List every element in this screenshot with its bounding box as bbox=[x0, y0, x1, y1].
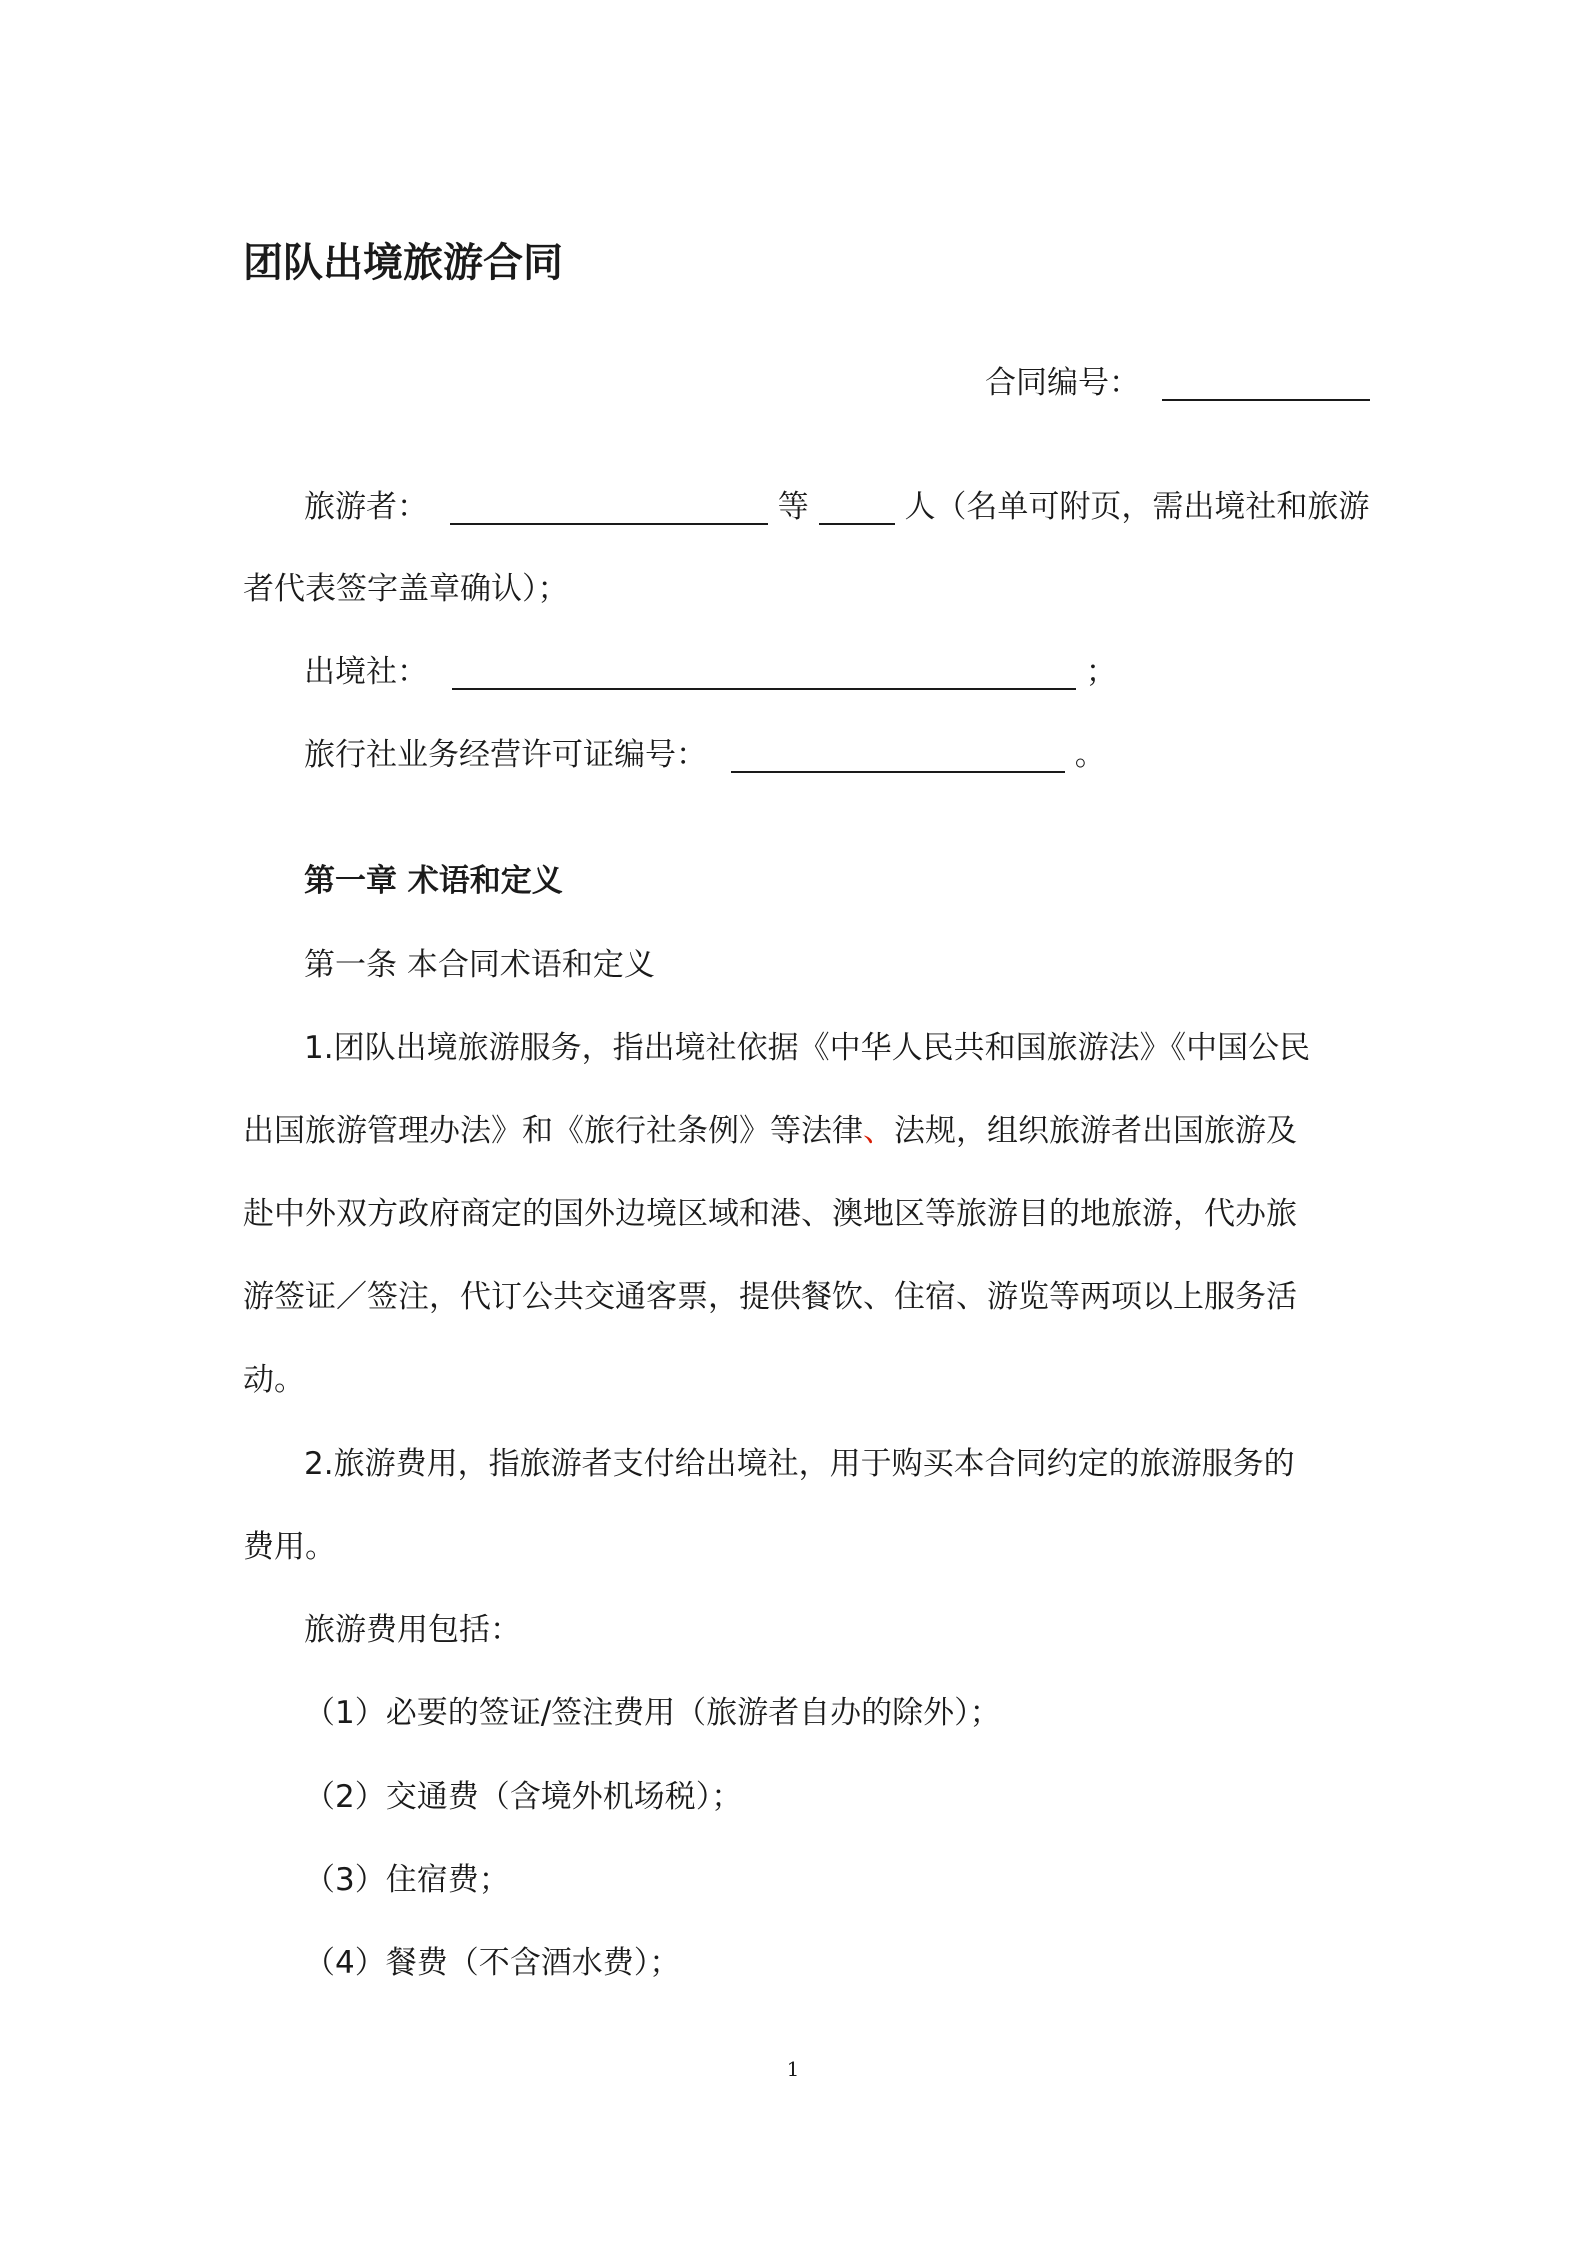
tourist-name-blank[interactable] bbox=[450, 522, 768, 525]
item1-line-5: 动。 bbox=[243, 1362, 305, 1398]
item2-line-1: 2.旅游费用，指旅游者支付给出境社，用于购买本合同约定的旅游服务的 bbox=[304, 1446, 1295, 1482]
agency-end: ； bbox=[1085, 654, 1117, 690]
item1-line-2-red-mark: 、 bbox=[863, 1113, 894, 1149]
fee-intro: 旅游费用包括： bbox=[304, 1612, 521, 1648]
item1-line-2 bbox=[243, 1110, 1297, 1152]
page-title: 团队出境旅游合同 bbox=[243, 240, 563, 286]
tourist-label: 旅游者： bbox=[304, 489, 428, 525]
item1-line-1: 1.团队出境旅游服务，指出境社依据《中华人民共和国旅游法》《中国公民 bbox=[304, 1030, 1311, 1066]
fee-item-3: （3）住宿费； bbox=[304, 1862, 510, 1898]
tourist-count-blank[interactable] bbox=[819, 522, 895, 525]
item1-line-2-part-a: 出国旅游管理办法》和《旅行社条例》等法律 bbox=[243, 1113, 863, 1149]
license-end: 。 bbox=[1074, 737, 1106, 773]
fee-item-2: （2）交通费（含境外机场税）； bbox=[304, 1779, 743, 1815]
tourist-note: 人（名单可附页，需出境社和旅游 bbox=[904, 489, 1370, 525]
fee-item-1: （1）必要的签证/签注费用（旅游者自办的除外）； bbox=[304, 1695, 1001, 1731]
item1-line-2-part-b: 法规，组织旅游者出国旅游及 bbox=[894, 1113, 1297, 1149]
license-label: 旅行社业务经营许可证编号： bbox=[304, 737, 707, 773]
tourist-row bbox=[304, 486, 1369, 528]
chapter-heading: 第一章 术语和定义 bbox=[304, 863, 563, 899]
agency-label: 出境社： bbox=[304, 654, 428, 690]
license-row bbox=[304, 734, 1106, 776]
contract-number-blank[interactable] bbox=[1162, 398, 1370, 401]
item1-line-3: 赴中外双方政府商定的国外边境区域和港、澳地区等旅游目的地旅游，代办旅 bbox=[243, 1196, 1297, 1232]
fee-item-4: （4）餐费（不含酒水费）； bbox=[304, 1945, 681, 1981]
tourist-deng: 等 bbox=[777, 489, 809, 525]
page-number: 1 bbox=[786, 2057, 800, 2081]
agency-row bbox=[304, 651, 1117, 693]
article-heading: 第一条 本合同术语和定义 bbox=[304, 947, 655, 983]
contract-number-row bbox=[985, 362, 1370, 404]
tourist-row-continued: 者代表签字盖章确认）； bbox=[243, 571, 569, 607]
item1-line-4: 游签证／签注，代订公共交通客票，提供餐饮、住宿、游览等两项以上服务活 bbox=[243, 1279, 1297, 1315]
contract-number-label: 合同编号： bbox=[985, 365, 1140, 401]
license-blank[interactable] bbox=[731, 770, 1065, 773]
agency-blank[interactable] bbox=[452, 687, 1076, 690]
item2-line-2: 费用。 bbox=[243, 1529, 336, 1565]
